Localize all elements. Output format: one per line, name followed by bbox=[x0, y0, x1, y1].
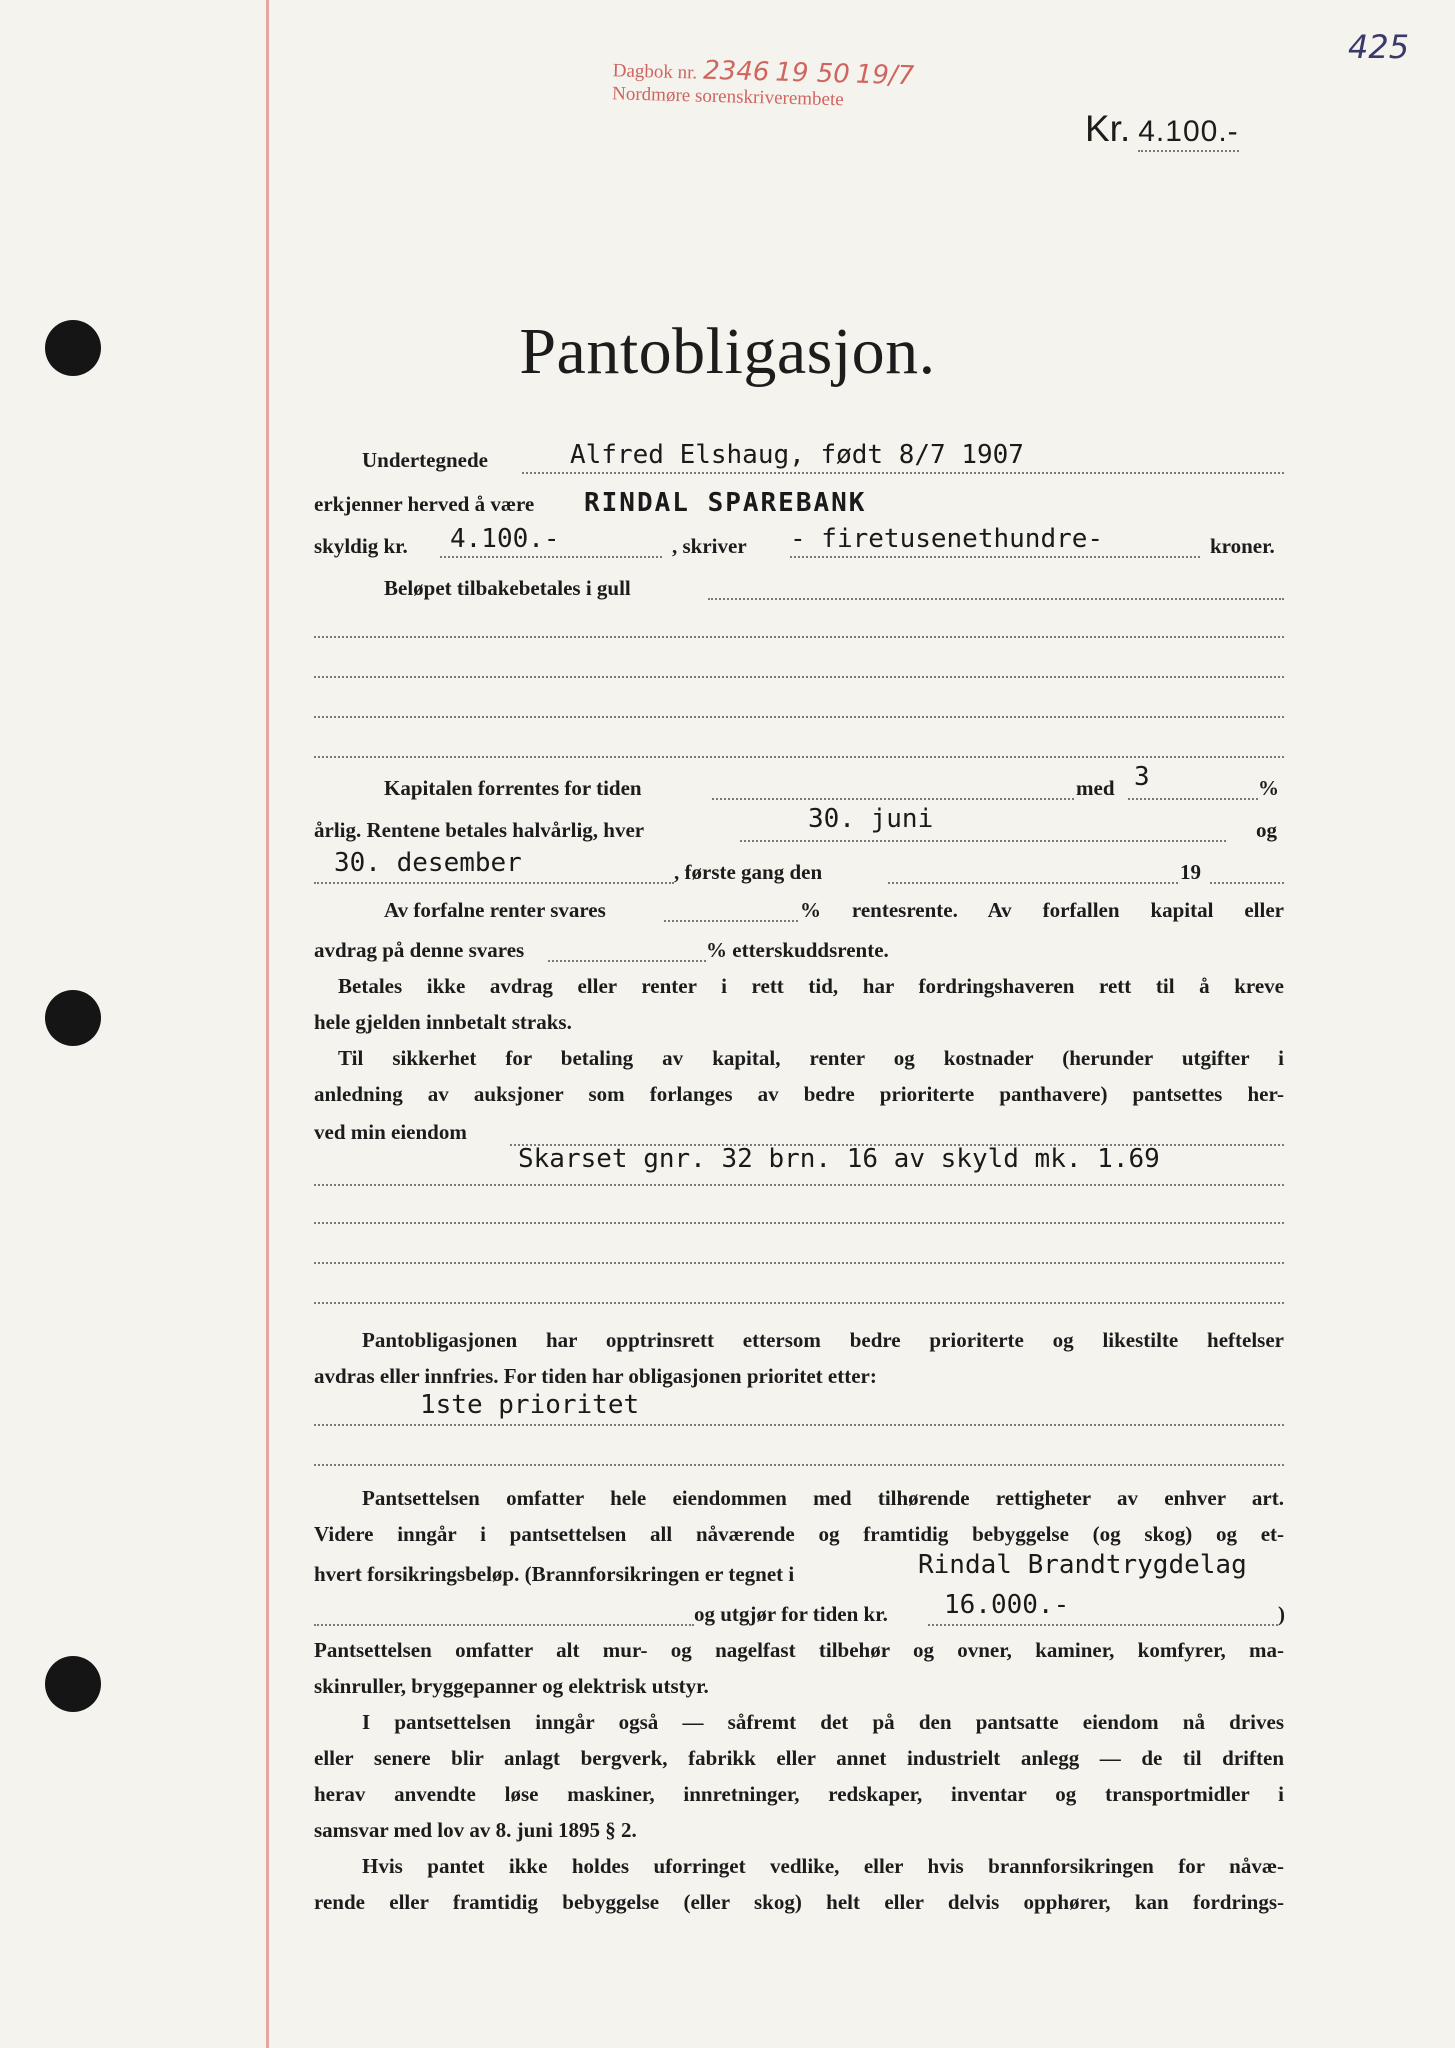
skriver-label: , skriver bbox=[672, 534, 747, 558]
skyldig-amount: 4.100.- bbox=[450, 524, 560, 554]
betales-line-1: Betales ikke avdrag eller renter i rett tid, har fordringshaveren rett til å kreve bbox=[338, 974, 1284, 998]
skyldig-label: skyldig kr. bbox=[314, 534, 408, 558]
bergverk-line-1: I pantsettelsen inngår også — såfremt det på den pantsatte eiendom nå drives bbox=[362, 1710, 1284, 1734]
betales-line-2: hele gjelden innbetalt straks. bbox=[314, 1010, 572, 1034]
dotted-line bbox=[314, 676, 1284, 678]
insurance-amount: 16.000.- bbox=[944, 1590, 1070, 1620]
interest-date-1: 30. juni bbox=[808, 804, 934, 834]
omfatter-line-3: hvert forsikringsbeløp. (Brannforsikringen er tegnet i bbox=[314, 1562, 795, 1586]
dotted-line bbox=[440, 556, 662, 558]
amount-header: Kr. 4.100.- bbox=[1085, 108, 1239, 150]
utgjor-label: og utgjør for tiden kr. bbox=[694, 1602, 888, 1626]
forfalne-label: Av forfalne renter svares bbox=[384, 898, 606, 922]
omfatter-line-1: Pantsettelsen omfatter hele eiendommen med tilhørende rettigheter av enhver art. bbox=[362, 1486, 1284, 1510]
arlig-label: årlig. Rentene betales halvårlig, hver bbox=[314, 818, 645, 842]
dotted-line bbox=[314, 1302, 1284, 1304]
og-label: og bbox=[1256, 818, 1277, 842]
erkjenner-label: erkjenner herved å være bbox=[314, 492, 535, 516]
dotted-line bbox=[314, 1424, 1284, 1426]
forfalne-text: % rentesrente. Av forfallen kapital eller bbox=[800, 898, 1284, 922]
kapital-label: Kapitalen forrentes for tiden bbox=[384, 776, 642, 800]
dotted-line bbox=[708, 598, 1284, 600]
bergverk-line-4: samsvar med lov av 8. juni 1895 § 2. bbox=[314, 1818, 637, 1842]
dotted-line bbox=[740, 840, 1226, 842]
close-paren: ) bbox=[1278, 1602, 1285, 1626]
avdrag-label: avdrag på denne svares bbox=[314, 938, 525, 962]
vedlike-line-1: Hvis pantet ikke holdes uforringet vedlike, eller hvis brannforsikringen for nåvæ- bbox=[362, 1854, 1284, 1878]
punch-hole-middle bbox=[45, 990, 101, 1046]
interest-date-2: 30. desember bbox=[334, 848, 522, 878]
dotted-line bbox=[790, 556, 1200, 558]
dotted-line bbox=[664, 920, 798, 922]
debtor-name: Alfred Elshaug, født 8/7 1907 bbox=[570, 440, 1024, 470]
mur-line-2: skinruller, bryggepanner og elektrisk utstyr. bbox=[314, 1674, 709, 1698]
dotted-line bbox=[314, 716, 1284, 718]
avdrag-text: % etterskuddsrente. bbox=[706, 938, 889, 962]
dotted-line bbox=[314, 1464, 1284, 1466]
vedlike-line-2: rende eller framtidig bebyggelse (eller skog) helt eller delvis opphører, kan fordrings- bbox=[314, 1890, 1284, 1914]
interest-rate: 3 bbox=[1134, 762, 1150, 792]
dotted-line bbox=[314, 882, 674, 884]
registration-stamp: Dagbok nr. 2346 19 50 19/7 Nordmøre sorenskriverembete bbox=[611, 55, 915, 111]
dotted-line bbox=[314, 1222, 1284, 1224]
prioritet-line-2: avdras eller innfries. For tiden har obligasjonen prioritet etter: bbox=[314, 1364, 877, 1388]
dotted-line bbox=[522, 472, 1284, 474]
dotted-line bbox=[314, 756, 1284, 758]
priority-value: 1ste prioritet bbox=[420, 1390, 640, 1420]
dotted-line bbox=[928, 1624, 1278, 1626]
creditor-name: RINDAL SPAREBANK bbox=[584, 488, 867, 518]
dotted-line bbox=[314, 1184, 1284, 1186]
percent-sign: % bbox=[1258, 776, 1279, 800]
punch-hole-bottom bbox=[45, 1656, 101, 1712]
dotted-line bbox=[314, 1262, 1284, 1264]
property-description: Skarset gnr. 32 brn. 16 av skyld mk. 1.69 bbox=[518, 1144, 1160, 1174]
kroner-label: kroner. bbox=[1210, 534, 1275, 558]
bergverk-line-3: herav anvendte løse maskiner, innretninger, redskaper, inventar og transportmidler i bbox=[314, 1782, 1284, 1806]
dotted-line bbox=[548, 960, 706, 962]
prioritet-line-1: Pantobligasjonen har opptrinsrett ettersom bedre prioriterte og likestilte heftelser bbox=[362, 1328, 1284, 1352]
amount-in-words: - firetusenethundre- bbox=[790, 524, 1104, 554]
bergverk-line-2: eller senere blir anlagt bergverk, fabrikk eller annet industrielt anlegg — de til driften bbox=[314, 1746, 1284, 1770]
forste-label: , første gang den bbox=[674, 860, 823, 884]
insurer-name: Rindal Brandtrygdelag bbox=[918, 1550, 1247, 1580]
gull-label: Beløpet tilbakebetales i gull bbox=[384, 576, 631, 600]
document-title: Pantobligasjon. bbox=[519, 315, 936, 388]
dotted-line bbox=[712, 798, 1074, 800]
folio-number: 425 bbox=[1348, 28, 1410, 66]
dotted-line bbox=[314, 636, 1284, 638]
undertegnede-label: Undertegnede bbox=[362, 448, 488, 472]
sikkerhet-line-3: ved min eiendom bbox=[314, 1120, 467, 1144]
sikkerhet-line-2: anledning av auksjoner som forlanges av bedre prioriterte panthavere) pantsettes her- bbox=[314, 1082, 1284, 1106]
dotted-line bbox=[1210, 882, 1284, 884]
dotted-line bbox=[1128, 798, 1258, 800]
nineteen-label: 19 bbox=[1180, 860, 1201, 884]
margin-line bbox=[266, 0, 269, 2048]
dotted-line bbox=[314, 1624, 694, 1626]
dotted-line bbox=[888, 882, 1178, 884]
mur-line-1: Pantsettelsen omfatter alt mur- og nagelfast tilbehør og ovner, kaminer, komfyrer, ma- bbox=[314, 1638, 1284, 1662]
sikkerhet-line-1: Til sikkerhet for betaling av kapital, renter og kostnader (herunder utgifter i bbox=[338, 1046, 1284, 1070]
omfatter-line-2: Videre inngår i pantsettelsen all nåværende og framtidig bebyggelse (og skog) og et- bbox=[314, 1522, 1284, 1546]
med-label: med bbox=[1076, 776, 1115, 800]
